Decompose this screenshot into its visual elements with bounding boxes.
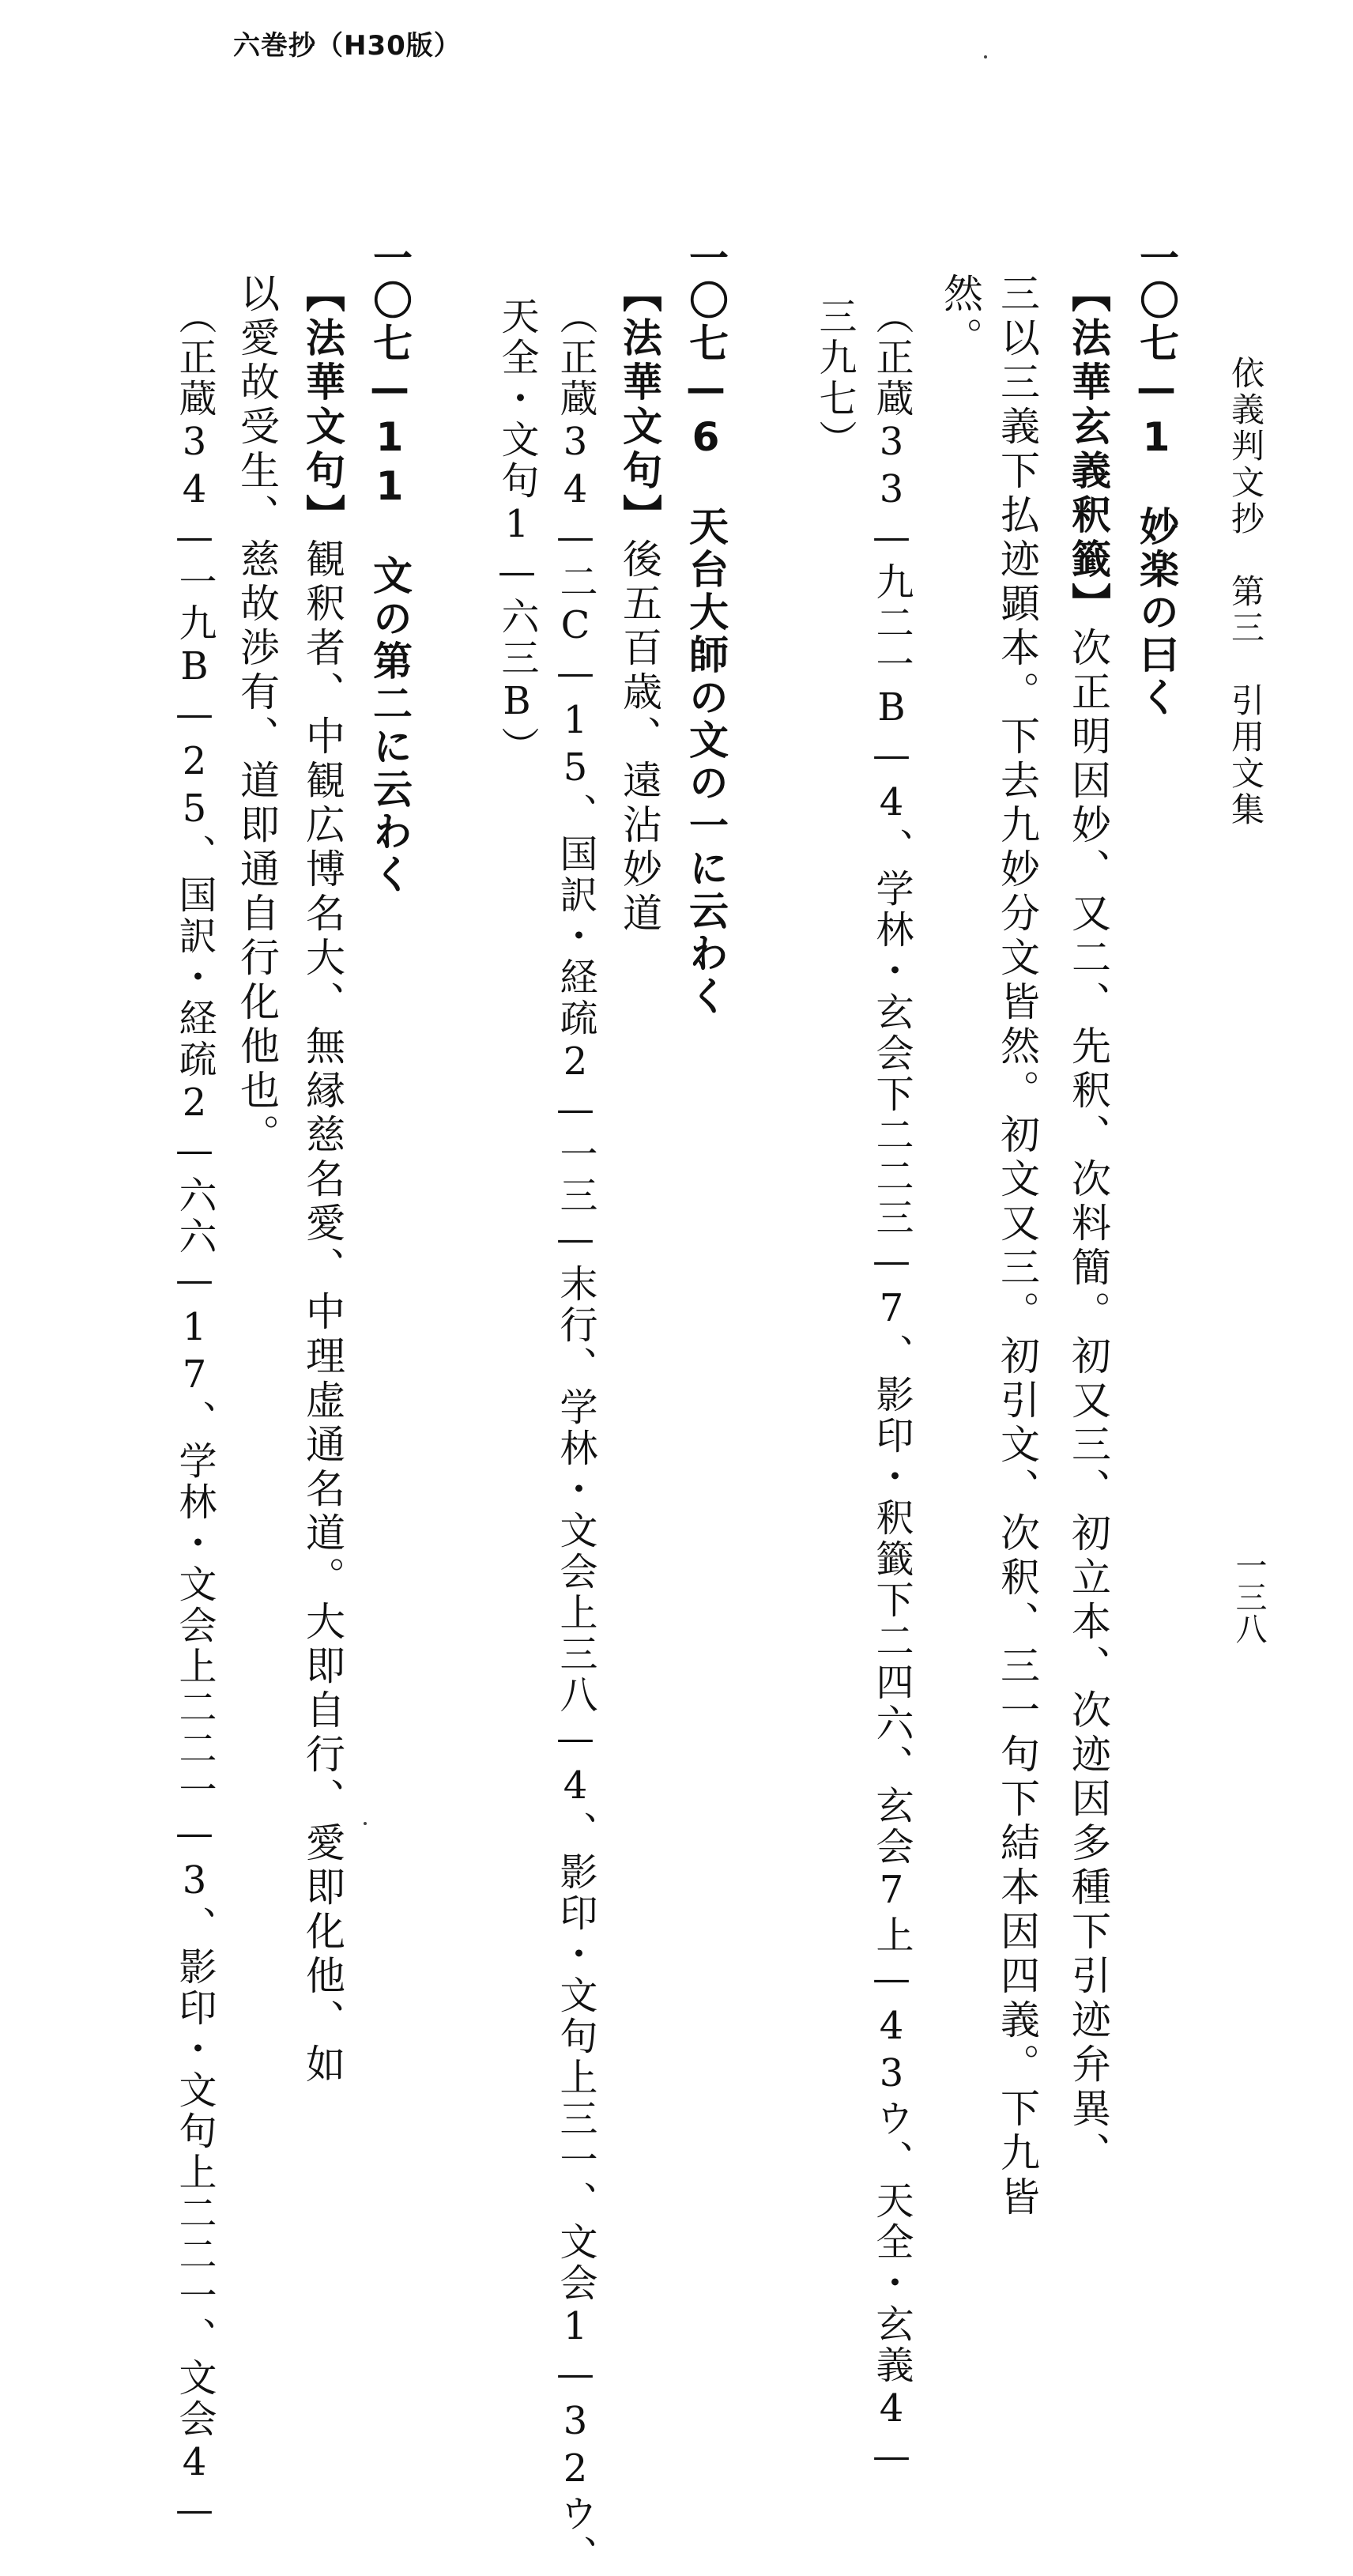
body-text: 然。 <box>937 273 983 361</box>
citation-line: （正蔵34—二C—15、国訳・経疏2—一三—末行、学林・文会上三八—4、影印・文句上三一、文会1—32ウ、 <box>553 296 597 2576</box>
body-text: 後五百歳、遠沾妙道 <box>616 538 662 937</box>
scan-speck <box>364 1822 367 1825</box>
section-heading: 一〇七—1 妙楽の曰く <box>1133 237 1179 719</box>
header-label: 六巻抄（H30版） <box>233 30 462 62</box>
source-tag: 【法華文句】 <box>300 273 346 538</box>
body-text: 以愛故受生、慈故渉有、道即通自行化他也。 <box>234 273 280 1158</box>
running-head: 依義判文抄 第三 引用文集 <box>1227 356 1265 828</box>
body-line <box>234 273 280 1158</box>
citation-line: （正蔵33—九二一B—4、学林・玄会下二二三—7、影印・釈籤下二四六、玄会7上—43ウ、天全・玄義4— <box>869 296 914 2481</box>
body-line <box>994 273 1040 2220</box>
scan-speck <box>984 55 987 58</box>
body-line <box>616 273 663 937</box>
body-line <box>937 273 983 361</box>
page-number: 一三八 <box>1231 1549 1267 1644</box>
body-line <box>1065 273 1112 2176</box>
source-tag: 【法華玄義釈籤】 <box>1065 273 1112 627</box>
citation-line: （正蔵34—一九B—25、国訳・経疏2—六六—17、学林・文会上二二一—3、影印・文句上二二一、文会4— <box>172 296 217 2535</box>
section-heading: 一〇七—6 天台大師の文の一に云わく <box>683 237 729 1018</box>
source-tag: 【法華文句】 <box>616 273 663 538</box>
section-heading: 一〇七—11 文の第二に云わく <box>367 237 413 896</box>
body-text: 観釈者、中観広博名大、無縁慈名愛、中理虚通名道。大即自行、愛即化他、如 <box>300 538 345 2088</box>
body-line <box>300 273 346 2088</box>
body-text: 三以三義下払迹顕本。下去九妙分文皆然。初文又三。初引文、次釈、三一句下結本因四義。下九皆 <box>994 273 1040 2220</box>
body-text: 次正明因妙、又二、先釈、次料簡。初又三、初立本、次迹因多種下引迹弁異、 <box>1065 627 1111 2176</box>
citation-line: 三九七） <box>812 296 857 461</box>
citation-line: 天全・文句1—六三B） <box>495 296 539 768</box>
